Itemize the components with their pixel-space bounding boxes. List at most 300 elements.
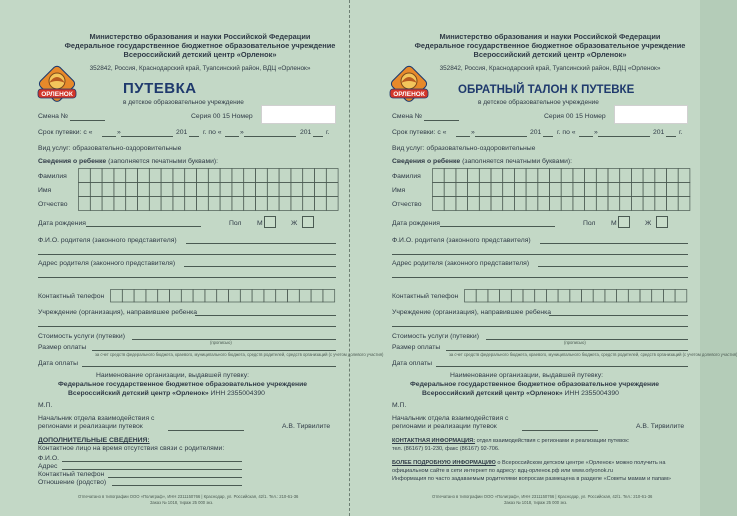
print-run: Заказ № 1018, тираж 25 000 экз. <box>504 500 568 505</box>
period-quote: » <box>471 129 475 136</box>
parent-name-label: Ф.И.О. родителя (законного представителя) <box>38 237 177 244</box>
sending-org-field[interactable] <box>195 315 336 316</box>
letter-cell <box>193 290 205 303</box>
letter-cell <box>596 183 608 197</box>
payment-date-label: Дата оплаты <box>392 360 432 367</box>
birthdate-field[interactable] <box>440 226 555 227</box>
letter-cell <box>122 290 134 303</box>
period-quote-2: » <box>240 129 244 136</box>
period-to-year[interactable] <box>313 136 323 137</box>
letter-cell <box>326 197 338 211</box>
letter-cell <box>185 183 197 197</box>
more-info-heading: БОЛЕЕ ПОДРОБНУЮ ИНФОРМАЦИЮ <box>392 460 496 466</box>
issuer-inn: ИНН 2355004390 <box>210 390 265 397</box>
printer-info: Отпечатано в типографии ООО «Полиграф», ИНН 2311150766 | Краснодар, ул. Российская, 42/1. Тел.: 210-61-36 <box>78 494 299 499</box>
letter-cell <box>126 183 138 197</box>
center-line: Всероссийский детский центр «Орленок» <box>123 50 277 59</box>
parent-address-field-2[interactable] <box>392 277 688 278</box>
letter-cell <box>456 183 468 197</box>
letter-cell <box>605 290 617 303</box>
letter-cell <box>173 197 185 211</box>
institution-line: Федеральное государственное бюджетное образовательное учреждение <box>64 41 336 50</box>
child-info-heading <box>38 158 218 165</box>
letter-cell <box>303 183 315 197</box>
letter-cell <box>279 169 291 183</box>
letter-cell <box>181 290 193 303</box>
sex-label: Пол <box>229 220 242 227</box>
period-from-year[interactable] <box>189 136 199 137</box>
letter-cell <box>232 197 244 211</box>
letter-cell <box>573 169 585 183</box>
series-label: Серия 00 15 Номер <box>191 113 253 120</box>
letter-cell <box>244 183 256 197</box>
contact-info-dept: отдел взаимодействия с регионами и реализации путевок: <box>476 438 630 444</box>
letter-cell <box>114 169 126 183</box>
letter-cell <box>102 169 114 183</box>
period-to-label: г. по « <box>557 129 576 136</box>
letter-cell <box>197 183 209 197</box>
number-box[interactable] <box>261 105 336 124</box>
letter-cell <box>433 169 445 183</box>
sex-female-checkbox[interactable] <box>302 216 314 228</box>
child-name-grid[interactable] <box>432 168 694 212</box>
letter-cell <box>158 290 170 303</box>
letter-cell <box>570 290 582 303</box>
parent-name-field[interactable] <box>186 243 336 244</box>
contact-phone-field[interactable] <box>108 477 242 478</box>
letter-cell <box>468 183 480 197</box>
surname-label: Фамилия <box>392 173 421 180</box>
cost-field[interactable] <box>132 339 336 340</box>
parent-name-label: Ф.И.О. родителя (законного представителя) <box>392 237 531 244</box>
issuer-line-1: Федеральное государственное бюджетное образовательное учреждение <box>58 381 308 388</box>
letter-cell <box>229 290 241 303</box>
letter-cell <box>617 290 629 303</box>
letter-cell <box>291 197 303 211</box>
letter-cell <box>111 290 123 303</box>
head-title-1: Начальник отдела взаимодействия с <box>392 415 509 422</box>
period-to-month[interactable] <box>244 136 296 137</box>
payment-label: Размер оплаты <box>38 344 87 351</box>
letter-cell <box>303 197 315 211</box>
letter-cell <box>208 183 220 197</box>
child-info-heading <box>392 158 572 165</box>
letter-cell <box>256 183 268 197</box>
letter-cell <box>678 197 690 211</box>
letter-cell <box>288 290 300 303</box>
head-title-1: Начальник отдела взаимодействия с <box>38 415 155 422</box>
stamp-label: М.П. <box>38 402 53 409</box>
letter-cell <box>546 290 558 303</box>
letter-cell <box>503 197 515 211</box>
contact-info-phone: тел. (86167) 91-230, факс (86167) 92-706. <box>392 446 500 452</box>
period-label: Срок путевки: с « <box>38 129 93 136</box>
letter-cell <box>299 290 311 303</box>
letter-cell <box>491 183 503 197</box>
letter-cell <box>161 169 173 183</box>
letter-cell <box>465 290 477 303</box>
more-info-text: о Всероссийском детском центре «Орленок» можно получить на <box>497 460 666 466</box>
letter-cell <box>678 169 690 183</box>
letter-cell <box>279 197 291 211</box>
service-type: Вид услуг: образовательно-оздоровительные <box>38 145 182 152</box>
letter-cell <box>631 197 643 211</box>
letter-cell <box>149 183 161 197</box>
letter-cell <box>326 169 338 183</box>
letter-cell <box>514 183 526 197</box>
letter-cell <box>244 197 256 211</box>
letter-cell <box>90 183 102 197</box>
letter-cell <box>267 183 279 197</box>
letter-cell <box>208 197 220 211</box>
period-year-suffix: г. <box>679 129 683 136</box>
letter-cell <box>102 197 114 211</box>
letter-cell <box>643 183 655 197</box>
letter-cell <box>582 290 594 303</box>
signature-field[interactable] <box>168 430 244 431</box>
period-year-from: 201 <box>530 129 542 136</box>
letter-cell <box>640 290 652 303</box>
letter-cell <box>652 290 664 303</box>
sex-male-checkbox[interactable] <box>618 216 630 228</box>
phone-grid[interactable] <box>110 289 340 303</box>
letter-cell <box>608 169 620 183</box>
payment-field[interactable] <box>446 350 688 351</box>
contact-phone-label: Контактный телефон <box>38 471 105 478</box>
letter-cell <box>561 183 573 197</box>
letter-cell <box>573 197 585 211</box>
letter-cell <box>538 197 550 211</box>
birthdate-label: Дата рождения <box>38 220 86 227</box>
letter-cell <box>667 183 679 197</box>
period-to-day[interactable] <box>579 136 593 137</box>
letter-cell <box>550 197 562 211</box>
cost-note: (прописью) <box>210 340 232 345</box>
letter-cell <box>291 183 303 197</box>
period-year-from: 201 <box>176 129 188 136</box>
letter-cell <box>205 290 217 303</box>
letter-cell <box>550 169 562 183</box>
letter-cell <box>232 183 244 197</box>
payment-note: за счет средств федерального бюджета, краевого, муниципального бюджета, средств родителей, средств организаций (с учетом долевого участия) <box>95 352 384 357</box>
letter-cell <box>538 169 550 183</box>
letter-cell <box>538 183 550 197</box>
sending-org-field-2[interactable] <box>38 326 336 327</box>
letter-cell <box>90 197 102 211</box>
shift-label: Смена № <box>392 113 423 120</box>
letter-cell <box>596 169 608 183</box>
letter-cell <box>585 169 597 183</box>
period-year-suffix: г. <box>326 129 330 136</box>
period-quote: » <box>117 129 121 136</box>
letter-cell <box>267 169 279 183</box>
letter-cell <box>550 183 562 197</box>
signer-name: А.В. Тирвилите <box>636 423 685 430</box>
sending-org-label: Учреждение (организация), направившее ребенка <box>392 309 552 316</box>
letter-cell <box>620 197 632 211</box>
institution-line: Федеральное государственное бюджетное образовательное учреждение <box>414 41 686 50</box>
letter-cell <box>114 183 126 197</box>
letter-cell <box>79 169 91 183</box>
letter-cell <box>173 169 185 183</box>
patronymic-label: Отчество <box>392 201 422 208</box>
letter-cell <box>264 290 276 303</box>
letter-cell <box>667 197 679 211</box>
letter-cell <box>561 169 573 183</box>
letter-cell <box>79 197 91 211</box>
letter-cell <box>503 183 515 197</box>
letter-cell <box>291 169 303 183</box>
letter-cell <box>479 183 491 197</box>
letter-cell <box>585 197 597 211</box>
payment-date-field[interactable] <box>82 366 336 367</box>
letter-cell <box>444 169 456 183</box>
issuer-heading: Наименование организации, выдавшей путевку: <box>450 372 603 379</box>
phone-label: Контактный телефон <box>38 293 105 300</box>
contact-fio-label: Ф.И.О. <box>38 455 60 462</box>
letter-cell <box>185 197 197 211</box>
sex-female-label: Ж <box>291 220 298 227</box>
contact-address-field[interactable] <box>62 469 242 470</box>
letter-cell <box>444 197 456 211</box>
letter-cell <box>500 290 512 303</box>
orlyonok-logo-icon <box>36 63 78 109</box>
period-from-month[interactable] <box>475 136 527 137</box>
sex-female-checkbox[interactable] <box>656 216 668 228</box>
letter-cell <box>456 169 468 183</box>
letter-cell <box>138 197 150 211</box>
service-type: Вид услуг: образовательно-оздоровительные <box>392 145 536 152</box>
contact-info-line <box>392 438 629 444</box>
cost-label: Стоимость услуги (путевки) <box>392 333 479 340</box>
letter-cell <box>675 290 687 303</box>
issuer-inn: ИНН 2355004390 <box>564 390 619 397</box>
sex-male-label: М <box>257 220 263 227</box>
head-title-2: регионами и реализации путевок <box>38 423 143 430</box>
parent-name-field[interactable] <box>540 243 688 244</box>
letter-cell <box>208 169 220 183</box>
stamp-label: М.П. <box>392 402 407 409</box>
parent-name-field-2[interactable] <box>392 254 688 255</box>
letter-cell <box>185 169 197 183</box>
sex-male-label: М <box>611 220 617 227</box>
issuer-line-1: Федеральное государственное бюджетное образовательное учреждение <box>410 381 660 388</box>
letter-cell <box>220 197 232 211</box>
letter-cell <box>79 183 91 197</box>
number-box[interactable] <box>614 105 688 124</box>
letter-cell <box>503 169 515 183</box>
letter-cell <box>252 290 264 303</box>
period-to-month[interactable] <box>598 136 650 137</box>
parent-address-field-2[interactable] <box>38 277 336 278</box>
letter-cell <box>134 290 146 303</box>
name-label: Имя <box>392 187 406 194</box>
child-info-note: (заполняется печатными буквами): <box>462 158 573 165</box>
birthdate-field[interactable] <box>86 226 201 227</box>
sending-org-field-2[interactable] <box>392 326 688 327</box>
more-info-site: официальном сайте в сети интернет по адресу: вдц-орленок.рф или www.orlyonok.ru <box>392 468 614 474</box>
letter-cell <box>585 183 597 197</box>
letter-cell <box>514 197 526 211</box>
ministry-line: Министерство образования и науки Российской Федерации <box>89 32 311 41</box>
parent-address-field[interactable] <box>184 266 336 267</box>
payment-note: за счет средств федерального бюджета, краевого, муниципального бюджета, средств родителей, средств организаций (с учетом долевого участия) <box>449 352 737 357</box>
contact-relation-label: Отношение (родство) <box>38 479 107 486</box>
letter-cell <box>232 169 244 183</box>
phone-grid[interactable] <box>464 289 692 303</box>
shift-label: Смена № <box>38 113 69 120</box>
payment-date-field[interactable] <box>436 366 688 367</box>
letter-cell <box>244 169 256 183</box>
letter-cell <box>146 290 158 303</box>
period-from-month[interactable] <box>121 136 173 137</box>
print-run: Заказ № 1018, тираж 25 000 экз. <box>150 500 214 505</box>
issuer-center: Всероссийский детский центр «Орленок» <box>422 390 563 397</box>
letter-cell <box>220 183 232 197</box>
parent-address-label: Адрес родителя (законного представителя) <box>38 260 176 267</box>
letter-cell <box>479 169 491 183</box>
letter-cell <box>468 197 480 211</box>
letter-cell <box>256 169 268 183</box>
letter-cell <box>561 197 573 211</box>
letter-cell <box>535 290 547 303</box>
payment-field[interactable] <box>92 350 336 351</box>
letter-cell <box>138 183 150 197</box>
printer-info: Отпечатано в типографии ООО «Полиграф», ИНН 2311150766 | Краснодар, ул. Российская, 42/1. Тел.: 210-61-36 <box>432 494 653 499</box>
letter-cell <box>217 290 229 303</box>
letter-cell <box>526 183 538 197</box>
additional-info-heading: ДОПОЛНИТЕЛЬНЫЕ СВЕДЕНИЯ: <box>38 437 150 444</box>
address-line: 352842, Россия, Краснодарский край, Туапсинский район, ВДЦ «Орленок» <box>439 65 661 72</box>
address-line: 352842, Россия, Краснодарский край, Туапсинский район, ВДЦ «Орленок» <box>89 65 311 72</box>
letter-cell <box>620 169 632 183</box>
letter-cell <box>197 169 209 183</box>
issuer-center: Всероссийский детский центр «Орленок» <box>68 390 209 397</box>
letter-cell <box>523 290 535 303</box>
parent-address-field[interactable] <box>538 266 688 267</box>
issuer-line-2 <box>422 390 619 397</box>
logo-text: ОРЛЕНОК <box>393 91 425 98</box>
center-line: Всероссийский детский центр «Орленок» <box>473 50 627 59</box>
letter-cell <box>433 183 445 197</box>
letter-cell <box>315 197 327 211</box>
return-slip-form <box>350 0 737 516</box>
letter-cell <box>197 197 209 211</box>
more-info-line <box>392 460 666 466</box>
period-quote-2: » <box>594 129 598 136</box>
letter-cell <box>526 197 538 211</box>
letter-cell <box>256 197 268 211</box>
contact-address-label: Адрес <box>38 463 58 470</box>
document-title: ОБРАТНЫЙ ТАЛОН К ПУТЕВКЕ <box>458 84 635 96</box>
letter-cell <box>456 197 468 211</box>
letter-cell <box>433 197 445 211</box>
letter-cell <box>643 197 655 211</box>
letter-cell <box>149 169 161 183</box>
sending-org-label: Учреждение (организация), направившее ребенка <box>38 309 198 316</box>
letter-cell <box>311 290 323 303</box>
period-from-day[interactable] <box>102 136 116 137</box>
letter-cell <box>593 290 605 303</box>
letter-cell <box>631 183 643 197</box>
letter-cell <box>628 290 640 303</box>
letter-cell <box>161 197 173 211</box>
head-title-2: регионами и реализации путевок <box>392 423 497 430</box>
patronymic-label: Отчество <box>38 201 68 208</box>
letter-cell <box>596 197 608 211</box>
cost-note: (прописью) <box>564 340 586 345</box>
letter-cell <box>114 197 126 211</box>
letter-cell <box>326 183 338 197</box>
letter-cell <box>279 183 291 197</box>
series-label: Серия 00 15 Номер <box>544 113 606 120</box>
logo-text: ОРЛЕНОК <box>41 91 73 98</box>
letter-cell <box>488 290 500 303</box>
letter-cell <box>444 183 456 197</box>
letter-cell <box>126 169 138 183</box>
child-info-bold: Сведения о ребенке <box>38 158 107 165</box>
letter-cell <box>315 183 327 197</box>
sex-female-label: Ж <box>645 220 652 227</box>
letter-cell <box>643 169 655 183</box>
signature-field[interactable] <box>522 430 598 431</box>
contact-info-heading: КОНТАКТНАЯ ИНФОРМАЦИЯ: <box>392 438 476 444</box>
shift-field[interactable] <box>70 120 105 121</box>
letter-cell <box>161 183 173 197</box>
sending-org-field[interactable] <box>549 315 688 316</box>
letter-cell <box>267 197 279 211</box>
parent-name-field-2[interactable] <box>38 254 336 255</box>
parent-address-label: Адрес родителя (законного представителя) <box>392 260 530 267</box>
issuer-heading: Наименование организации, выдавшей путевку: <box>96 372 249 379</box>
letter-cell <box>655 183 667 197</box>
more-info-faq: Информация по часто задаваемым родителями вопросам размещена в разделе «Советы мамам и папам» <box>392 476 672 482</box>
contact-person-label: Контактное лицо на время отсутствия связи с родителями: <box>38 445 225 452</box>
letter-cell <box>667 169 679 183</box>
letter-cell <box>511 290 523 303</box>
surname-label: Фамилия <box>38 173 67 180</box>
letter-cell <box>276 290 288 303</box>
signer-name: А.В. Тирвилите <box>282 423 331 430</box>
period-from-day[interactable] <box>456 136 470 137</box>
document-title: ПУТЕВКА <box>123 80 197 97</box>
issuer-line-2 <box>68 390 265 397</box>
period-from-year[interactable] <box>543 136 553 137</box>
sex-male-checkbox[interactable] <box>264 216 276 228</box>
letter-cell <box>479 197 491 211</box>
child-name-grid[interactable] <box>78 168 342 212</box>
letter-cell <box>631 169 643 183</box>
period-to-day[interactable] <box>225 136 239 137</box>
letter-cell <box>138 169 150 183</box>
contact-relation-field[interactable] <box>112 485 242 486</box>
letter-cell <box>558 290 570 303</box>
shift-field[interactable] <box>424 120 459 121</box>
cost-field[interactable] <box>486 339 688 340</box>
letter-cell <box>323 290 335 303</box>
letter-cell <box>678 183 690 197</box>
contact-fio-field[interactable] <box>62 461 242 462</box>
letter-cell <box>526 169 538 183</box>
letter-cell <box>476 290 488 303</box>
period-to-year[interactable] <box>666 136 676 137</box>
cost-label: Стоимость услуги (путевки) <box>38 333 125 340</box>
letter-cell <box>220 169 232 183</box>
birthdate-label: Дата рождения <box>392 220 440 227</box>
letter-cell <box>90 169 102 183</box>
letter-cell <box>468 169 480 183</box>
payment-label: Размер оплаты <box>392 344 441 351</box>
